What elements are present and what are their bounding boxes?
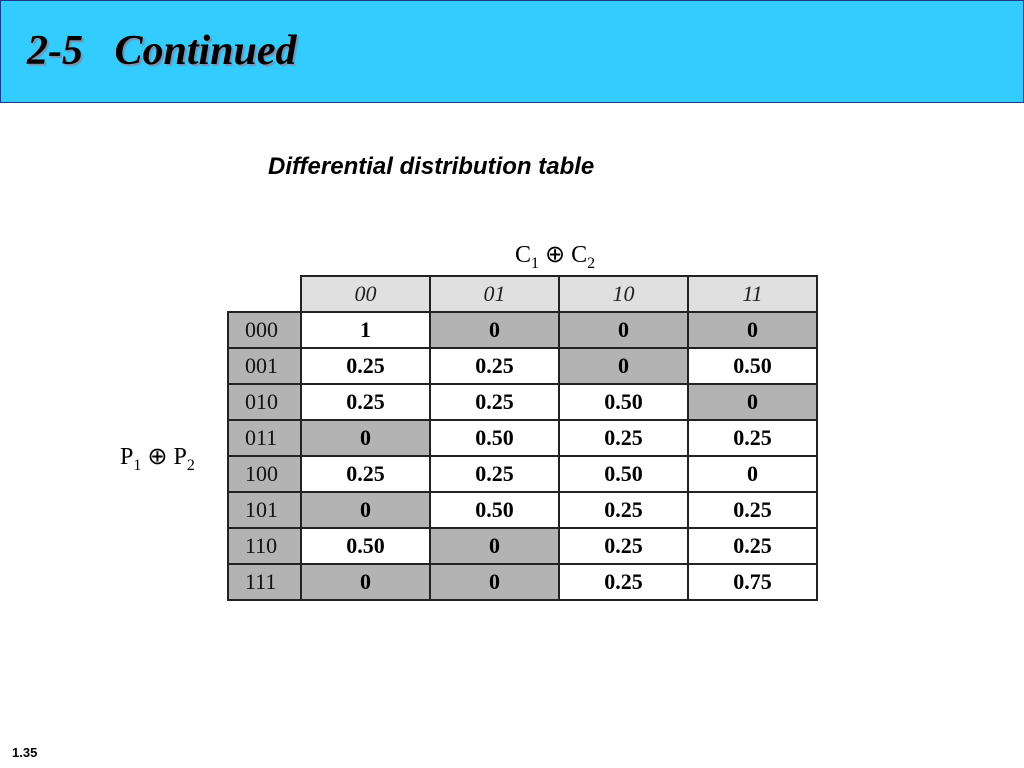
table-cell: 0 [301, 420, 430, 456]
table-cell: 0.25 [559, 528, 688, 564]
table-cell: 0.25 [559, 420, 688, 456]
column-axis-label [515, 240, 595, 273]
table-cell: 0.25 [301, 384, 430, 420]
table-cell: 0 [688, 456, 817, 492]
table-cell: 0 [688, 312, 817, 348]
table-row [228, 492, 817, 528]
row-axis-var-a: P [120, 444, 134, 470]
table-cell: 0.50 [559, 384, 688, 420]
table-row [228, 312, 817, 348]
table-cell: 0.75 [688, 564, 817, 600]
table-cell: 0.25 [559, 492, 688, 528]
row-axis-sub-b: 2 [186, 456, 195, 474]
table-cell: 0.50 [301, 528, 430, 564]
table-row [228, 564, 817, 600]
table-cell: 1 [301, 312, 430, 348]
table-cell: 0 [559, 312, 688, 348]
table-cell: 0.25 [688, 420, 817, 456]
table-cell: 0.25 [688, 492, 817, 528]
table-row [228, 348, 817, 384]
column-axis-sub-a: 1 [531, 254, 540, 272]
table-cell: 0.25 [559, 564, 688, 600]
row-header: 001 [228, 348, 301, 384]
column-header: 00 [301, 276, 430, 312]
table-row [228, 456, 817, 492]
column-header-row [228, 276, 817, 312]
column-axis-sub-b: 2 [587, 254, 596, 272]
table-row [228, 420, 817, 456]
row-header: 101 [228, 492, 301, 528]
table-cell: 0.25 [688, 528, 817, 564]
table-cell: 0 [301, 492, 430, 528]
row-header: 110 [228, 528, 301, 564]
table-cell: 0 [301, 564, 430, 600]
table-cell: 0 [559, 348, 688, 384]
column-header: 01 [430, 276, 559, 312]
page-number: 1.35 [12, 745, 38, 760]
row-axis-label [120, 442, 195, 475]
row-axis-var-b: P [173, 444, 187, 470]
table-cell: 0.50 [688, 348, 817, 384]
row-header: 100 [228, 456, 301, 492]
table-cell: 0.25 [430, 348, 559, 384]
table-cell: 0.25 [430, 456, 559, 492]
table-cell: 0.25 [301, 348, 430, 384]
column-header: 10 [559, 276, 688, 312]
differential-distribution-table [227, 275, 818, 601]
row-header: 000 [228, 312, 301, 348]
table-cell: 0 [430, 528, 559, 564]
table-cell: 0 [688, 384, 817, 420]
table-corner [228, 276, 301, 312]
title-bar [0, 0, 1024, 103]
column-axis-var-b: C [571, 242, 588, 268]
table-cell: 0.25 [301, 456, 430, 492]
row-axis-sub-a: 1 [133, 456, 142, 474]
table-row [228, 528, 817, 564]
row-header: 010 [228, 384, 301, 420]
column-header: 11 [688, 276, 817, 312]
table-cell: 0.50 [430, 492, 559, 528]
column-axis-var-a: C [515, 242, 532, 268]
table-cell: 0 [430, 312, 559, 348]
xor-symbol: ⊕ [147, 444, 168, 470]
row-header: 111 [228, 564, 301, 600]
slide-title: 2-5 Continued [27, 28, 297, 74]
table-cell: 0 [430, 564, 559, 600]
table-cell: 0.25 [430, 384, 559, 420]
table-row [228, 384, 817, 420]
row-header: 011 [228, 420, 301, 456]
table-caption: Differential distribution table [268, 153, 595, 180]
table-cell: 0.50 [559, 456, 688, 492]
table-cell: 0.50 [430, 420, 559, 456]
xor-symbol: ⊕ [545, 242, 566, 268]
